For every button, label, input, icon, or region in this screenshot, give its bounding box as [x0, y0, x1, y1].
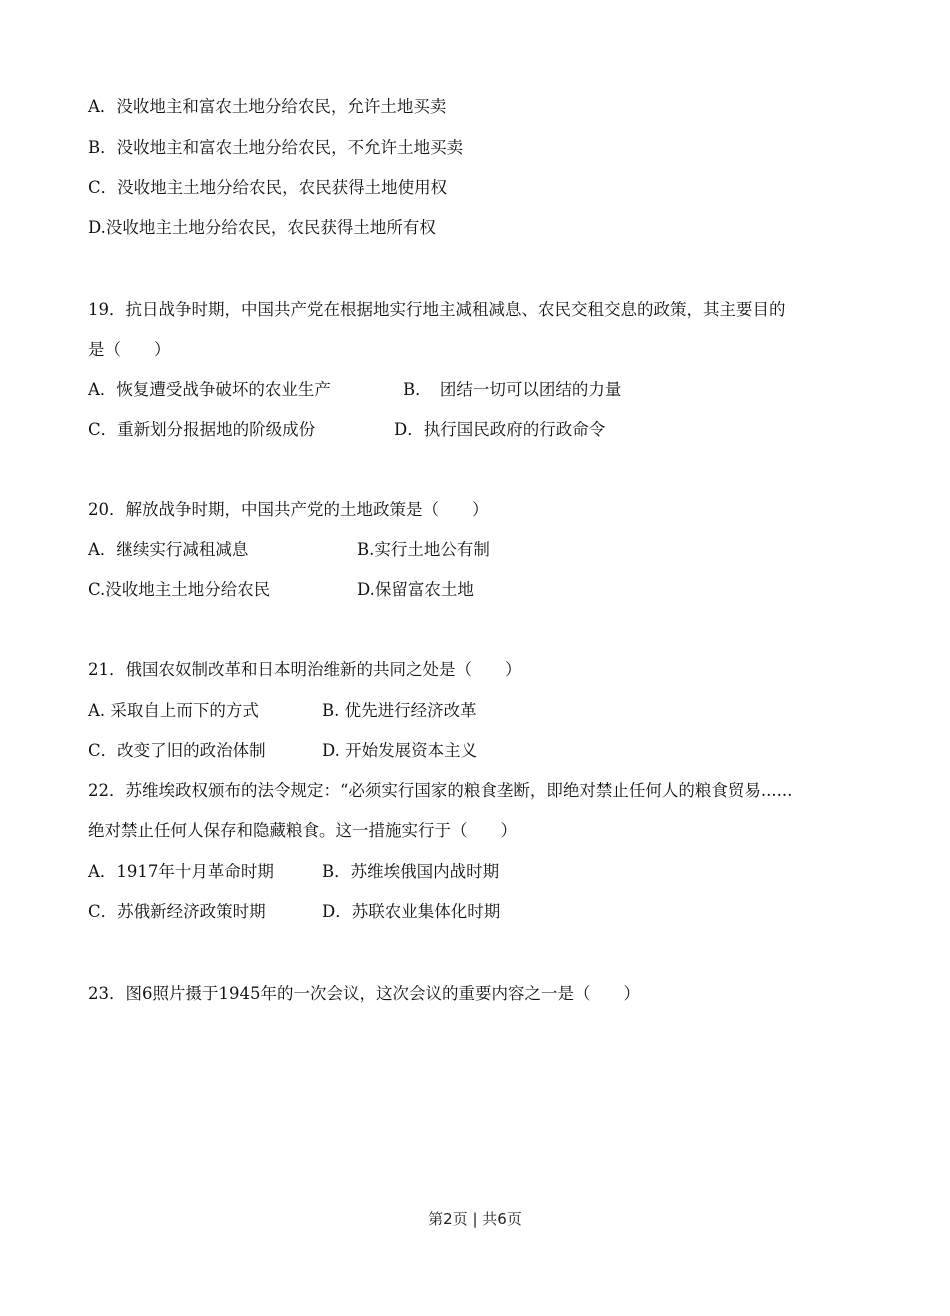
q19-option-c: C．重新划分报据地的阶级成份 — [88, 420, 316, 439]
q19-option-b: B． 团结一切可以团结的力量 — [403, 380, 622, 399]
q19-option-a: A．恢复遭受战争破坏的农业生产 — [88, 380, 331, 399]
q18-option-a: A．没收地主和富农土地分给农民，允许土地买卖 — [88, 97, 447, 116]
q22-option-c: C．苏俄新经济政策时期 — [88, 902, 266, 921]
q18-option-d: D.没收地主土地分给农民，农民获得土地所有权 — [88, 218, 436, 237]
q22-option-d: D．苏联农业集体化时期 — [322, 902, 501, 921]
q21-option-c: C．改变了旧的政治体制 — [88, 741, 266, 760]
q22-option-b: B．苏维埃俄国内战时期 — [322, 862, 500, 881]
q22-stem-line2: 绝对禁止任何人保存和隐藏粮食。这一措施实行于（ ） — [88, 821, 517, 840]
q20-option-c: C.没收地主土地分给农民 — [88, 580, 271, 599]
q20-option-b: B.实行土地公有制 — [357, 540, 490, 559]
q18-option-b: B．没收地主和富农土地分给农民，不允许土地买卖 — [88, 138, 464, 157]
q21-option-b: B. 优先进行经济改革 — [322, 701, 477, 720]
q18-option-c: C．没收地主土地分给农民，农民获得土地使用权 — [88, 178, 448, 197]
page-footer: 第2页 | 共6页 — [428, 1210, 522, 1228]
q19-stem-line1: 19．抗日战争时期，中国共产党在根据地实行地主减租减息、农民交租交息的政策，其主要目的 — [88, 300, 786, 319]
q20-option-a: A．继续实行减租减息 — [88, 540, 249, 559]
q21-option-d: D. 开始发展资本主义 — [322, 741, 478, 760]
q22-stem-line1: 22．苏维埃政权颁布的法令规定：“必须实行国家的粮食垄断，即绝对禁止任何人的粮食贸易...... — [88, 781, 793, 800]
q21-stem: 21．俄国农奴制改革和日本明治维新的共同之处是（ ） — [88, 660, 522, 679]
q20-stem: 20．解放战争时期，中国共产党的土地政策是（ ） — [88, 500, 489, 519]
q22-option-a: A．1917年十月革命时期 — [88, 862, 274, 881]
q20-option-d: D.保留富农土地 — [357, 580, 474, 599]
q23-stem: 23．图6照片摄于1945年的一次会议，这次会议的重要内容之一是（ ） — [88, 984, 640, 1003]
q21-option-a: A. 采取自上而下的方式 — [88, 701, 259, 720]
q19-stem-line2: 是（ ） — [88, 340, 171, 359]
q19-option-d: D．执行国民政府的行政命令 — [394, 420, 606, 439]
